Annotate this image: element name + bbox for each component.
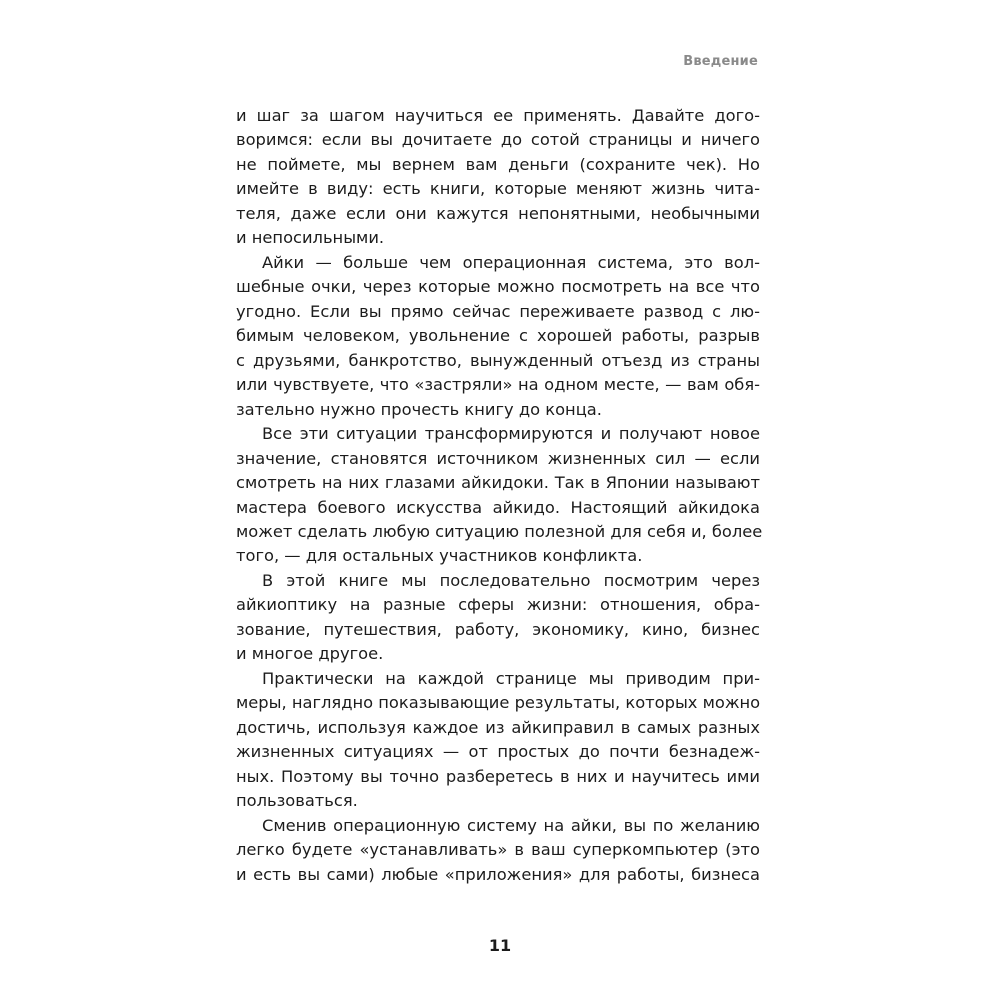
body-text	[236, 104, 763, 887]
text-line: с друзьями, банкротство, вынужденный отъезд из страны	[236, 350, 760, 370]
text-line: может сделать любую ситуацию полезной для себя и, более	[236, 521, 763, 541]
text-line: В этой книге мы последовательно посмотрим через	[262, 570, 760, 590]
text-line: Все эти ситуации трансформируются и получают новое	[262, 424, 760, 444]
text-line: ных. Поэтому вы точно разберетесь в них и научитесь ими	[236, 766, 760, 786]
text-line: того, — для остальных участников конфликта.	[236, 546, 643, 566]
text-line: имейте в виду: есть книги, которые меняют жизнь чита-	[236, 179, 760, 199]
text-line: Практически на каждой странице мы приводим при-	[262, 668, 760, 688]
text-line: не поймете, мы вернем вам деньги (сохраните чек). Но	[236, 154, 760, 174]
text-line: зование, путешествия, работу, экономику, кино, бизнес	[236, 619, 760, 639]
text-line: легко будете «устанавливать» в ваш суперкомпьютер (это	[236, 840, 760, 860]
text-line: и многое другое.	[236, 644, 384, 664]
text-line: мастера боевого искусства айкидо. Настоящий айкидока	[236, 497, 760, 517]
text-line: айкиоптику на разные сферы жизни: отношения, обра-	[236, 595, 760, 615]
text-line: воримся: если вы дочитаете до сотой страницы и ничего	[236, 130, 760, 150]
running-header-chapter-title: Введение	[683, 54, 758, 69]
text-line: жизненных ситуациях — от простых до почти безнадеж-	[236, 742, 760, 762]
text-line: значение, становятся источником жизненных сил — если	[236, 448, 760, 468]
text-line: и есть вы сами) любые «приложения» для работы, бизнеса	[236, 864, 760, 884]
text-line: меры, наглядно показывающие результаты, которых можно	[236, 693, 761, 713]
text-line: и шаг за шагом научиться ее применять. Давайте дого-	[236, 106, 760, 125]
paragraph	[236, 251, 760, 422]
text-line: пользоваться.	[236, 791, 358, 811]
text-line: смотреть на них глазами айкидоки. Так в Японии называют	[236, 473, 760, 493]
paragraph	[236, 814, 760, 887]
text-line: шебные очки, через которые можно посмотреть на все что	[236, 277, 760, 297]
text-line: бимым человеком, увольнение с хорошей работы, разрыв	[236, 326, 760, 346]
text-line: или чувствуете, что «застряли» на одном месте, — вам обя-	[236, 375, 760, 395]
text-line: достичь, используя каждое из айкиправил в самых разных	[236, 717, 760, 737]
paragraph	[236, 104, 760, 251]
paragraph	[236, 422, 763, 569]
text-line: зательно нужно прочесть книгу до конца.	[236, 399, 602, 419]
paragraph	[236, 667, 760, 814]
text-line: теля, даже если они кажутся непонятными, необычными	[236, 203, 760, 223]
text-line: Сменив операционную систему на айки, вы по желанию	[262, 815, 760, 835]
text-line: угодно. Если вы прямо сейчас переживаете развод с лю-	[236, 301, 760, 321]
paragraph	[236, 569, 760, 667]
text-line: Айки — больше чем операционная система, это вол-	[262, 252, 760, 272]
page-number: 11	[488, 936, 512, 955]
text-line: и непосильными.	[236, 228, 385, 248]
